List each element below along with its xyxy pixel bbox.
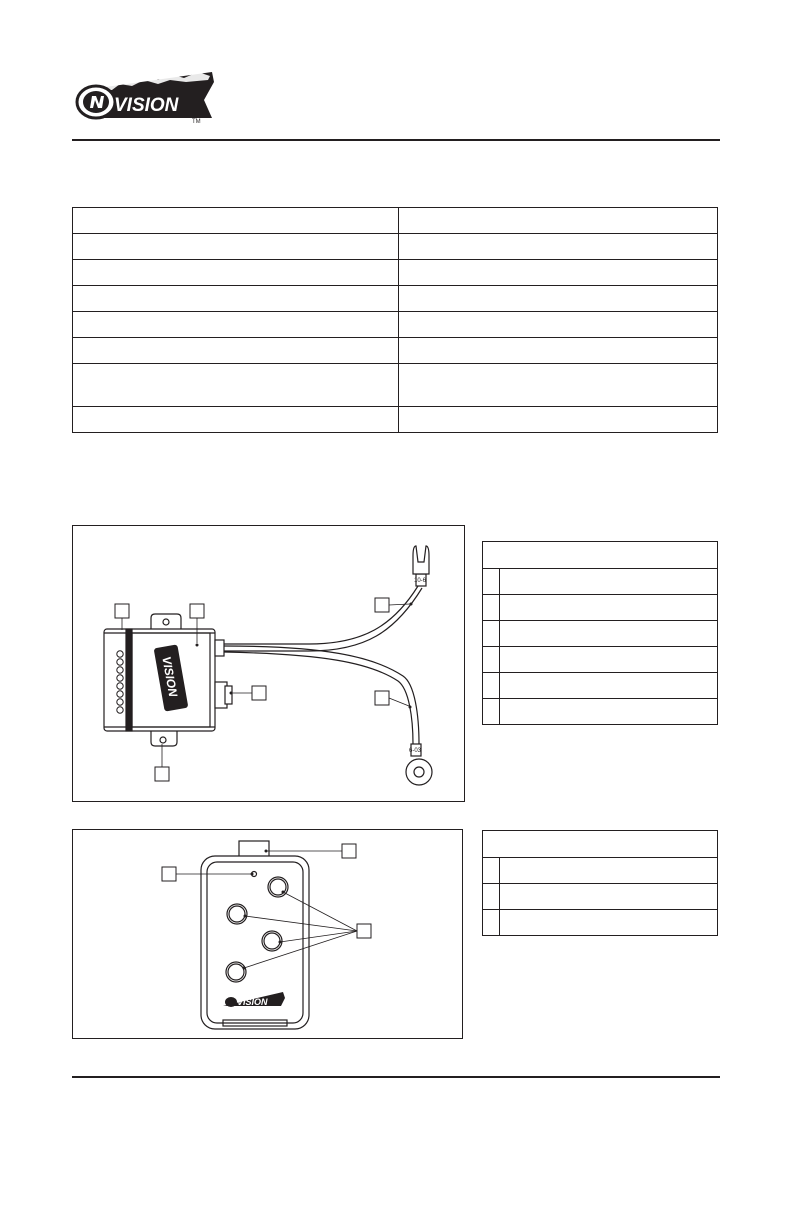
table-row — [73, 234, 718, 260]
legend-row — [483, 910, 718, 936]
table-cell — [399, 312, 718, 338]
control-box-figure — [72, 525, 465, 802]
table-cell — [73, 286, 399, 312]
table-cell — [73, 312, 399, 338]
table-cell — [399, 260, 718, 286]
legend-number — [483, 621, 500, 647]
legend-number — [483, 699, 500, 725]
table-row — [73, 208, 718, 234]
table-cell — [399, 208, 718, 234]
legend-header — [483, 831, 718, 858]
legend-row — [483, 621, 718, 647]
table-row — [73, 312, 718, 338]
box-logo-text: VISION — [159, 655, 181, 698]
legend-number — [483, 910, 500, 936]
fork-terminal-label: 10-6 — [414, 578, 427, 584]
legend-header-row — [483, 831, 718, 858]
legend-text — [500, 858, 718, 884]
table-cell — [73, 208, 399, 234]
brand-logo — [74, 68, 220, 124]
legend-row — [483, 858, 718, 884]
legend-text — [500, 595, 718, 621]
table-row — [73, 260, 718, 286]
legend-text — [500, 647, 718, 673]
legend-text — [500, 621, 718, 647]
table-cell — [73, 364, 399, 407]
ring-terminal-label: 6-03 — [409, 748, 422, 754]
table-row — [73, 364, 718, 407]
table-cell — [73, 338, 399, 364]
legend-table-remote — [482, 830, 718, 936]
legend-text — [500, 673, 718, 699]
legend-row — [483, 884, 718, 910]
table-cell — [399, 338, 718, 364]
table-cell — [73, 260, 399, 286]
legend-text — [500, 910, 718, 936]
legend-header-row — [483, 542, 718, 569]
legend-number — [483, 647, 500, 673]
table-cell — [73, 234, 399, 260]
legend-text — [500, 884, 718, 910]
legend-row — [483, 569, 718, 595]
table-cell — [399, 234, 718, 260]
table-cell — [399, 286, 718, 312]
remote-logo-text: VISION — [237, 997, 268, 1007]
remote-figure — [72, 829, 463, 1039]
legend-text — [500, 569, 718, 595]
footer-rule — [72, 1076, 720, 1078]
legend-row — [483, 673, 718, 699]
legend-row — [483, 647, 718, 673]
header-rule — [72, 139, 720, 141]
legend-row — [483, 595, 718, 621]
legend-number — [483, 569, 500, 595]
legend-row — [483, 699, 718, 725]
legend-number — [483, 673, 500, 699]
legend-header — [483, 542, 718, 569]
table-cell — [73, 407, 399, 433]
specs-table — [72, 207, 718, 433]
table-cell — [399, 364, 718, 407]
table-row — [73, 338, 718, 364]
legend-table-control-box — [482, 541, 718, 725]
table-cell — [399, 407, 718, 433]
table-row — [73, 286, 718, 312]
legend-number — [483, 884, 500, 910]
legend-text — [500, 699, 718, 725]
legend-number — [483, 858, 500, 884]
table-row — [73, 407, 718, 433]
trademark-mark: TM — [192, 119, 201, 124]
legend-number — [483, 595, 500, 621]
brand-wordmark: VISION — [114, 95, 179, 116]
